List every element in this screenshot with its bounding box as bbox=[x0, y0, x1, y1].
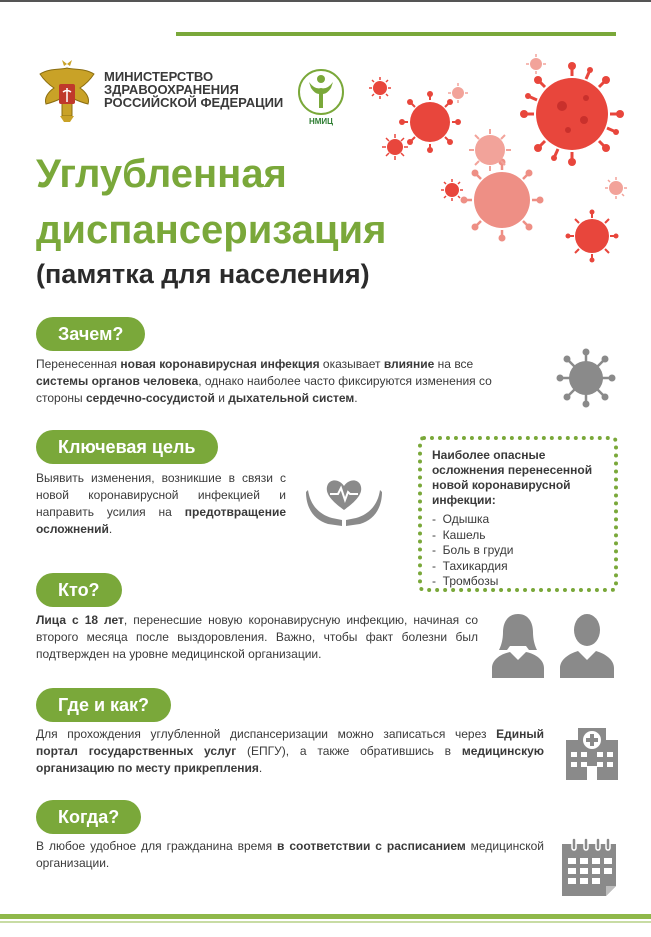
section-goal-text: Выявить изменения, возникшие в связи с новой коронавирусной инфекцией и направить усилия на предотвращение осложнений. bbox=[36, 471, 286, 536]
woman-icon bbox=[488, 610, 548, 678]
section-where-label: Где и как? bbox=[36, 688, 171, 722]
section-where-text: Для прохождения углубленной диспансеризации можно записаться через Единый портал государственных услуг (ЕПГУ), а также обратившись в медицинскую организацию по месту прикрепления. bbox=[36, 727, 544, 775]
hospital-icon bbox=[560, 722, 624, 782]
ministry-line-3: РОССИЙСКОЙ ФЕДЕРАЦИИ bbox=[104, 95, 284, 110]
section-when-text: В любое удобное для гражданина время в соответствии с расписанием медицинской организации. bbox=[36, 839, 544, 870]
ministry-line-1: МИНИСТЕРСТВО bbox=[104, 69, 214, 84]
complication-item: - Одышка bbox=[432, 512, 490, 526]
complication-item: - Тромбозы bbox=[432, 574, 499, 588]
section-who-label: Кто? bbox=[36, 573, 122, 607]
nmic-label: НМИЦ bbox=[308, 117, 334, 126]
subtitle: (памятка для населения) bbox=[36, 259, 370, 289]
complication-item: - Тахикардия bbox=[432, 558, 508, 573]
section-why-text: Перенесенная новая коронавирусная инфекция оказывает влияние на все системы органов человека, однако наиболее часто фиксируются изменения со стороны сердечно-сосудистой и дыхательной систем. bbox=[36, 357, 492, 405]
complication-item: - Кашель bbox=[432, 527, 486, 542]
virus-illustration bbox=[360, 50, 651, 280]
russian-emblem-icon bbox=[36, 58, 98, 124]
section-goal-label: Ключевая цель bbox=[36, 430, 218, 464]
footer-line bbox=[0, 914, 651, 919]
calendar-icon bbox=[558, 836, 622, 898]
section-when-label: Когда? bbox=[36, 800, 141, 834]
complications-title: Наиболее опасные осложнения перенесенной новой коронавирусной инфекции: bbox=[432, 448, 593, 507]
heart-hands-icon bbox=[304, 470, 384, 528]
title-line-1: Углубленная bbox=[36, 152, 287, 196]
title-line-2: диспансеризация bbox=[36, 208, 387, 252]
section-why-label: Зачем? bbox=[36, 317, 145, 351]
virus-icon bbox=[556, 348, 616, 408]
section-who-text: Лица с 18 лет, перенесшие новую коронавирусную инфекцию, начиная со второго месяца после выздоровления. Важно, чтобы факт болезни был подтвержден на уровне медицинской организации. bbox=[36, 613, 478, 661]
man-icon bbox=[556, 610, 618, 678]
top-divider bbox=[0, 0, 651, 2]
complication-item: - Боль в груди bbox=[432, 543, 514, 557]
ministry-line-2: ЗДРАВООХРАНЕНИЯ bbox=[104, 82, 239, 97]
header-accent-line bbox=[176, 32, 616, 36]
nmic-logo-icon bbox=[283, 54, 359, 130]
complications-box bbox=[418, 436, 618, 592]
ministry-name bbox=[104, 70, 283, 109]
footer-line-thin bbox=[0, 921, 651, 923]
complications-list bbox=[432, 512, 604, 590]
